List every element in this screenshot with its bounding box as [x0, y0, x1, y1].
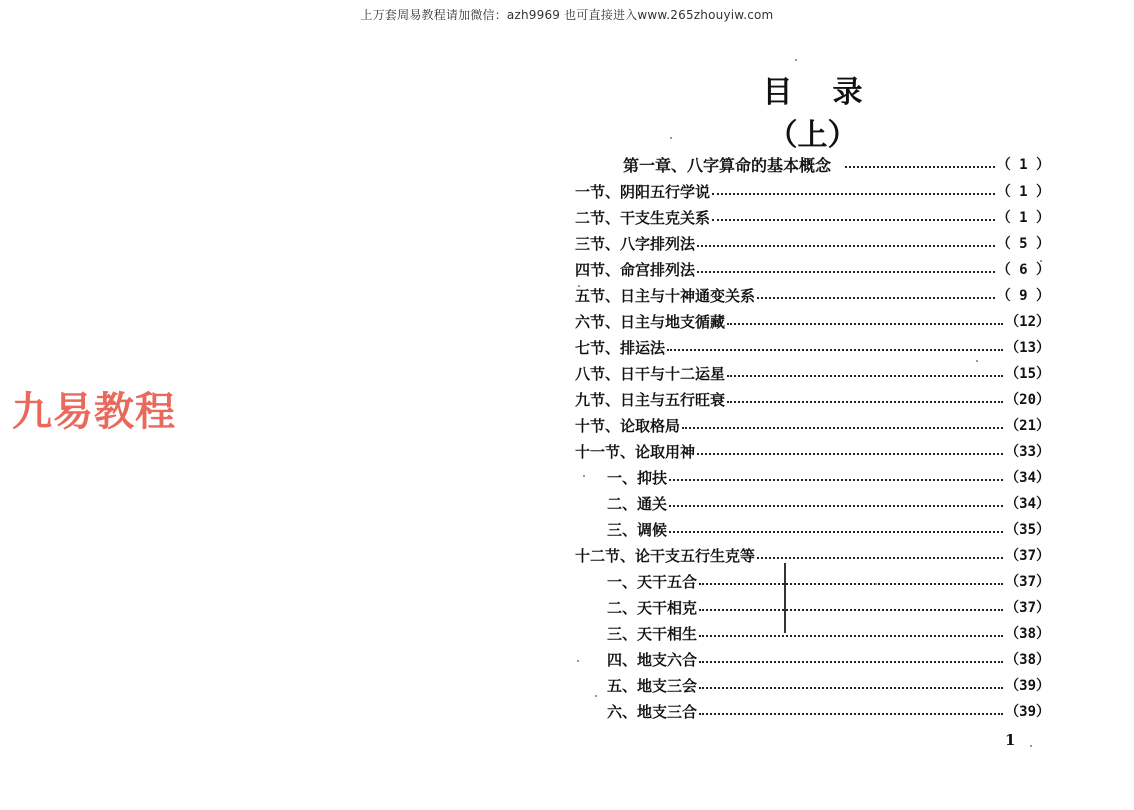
scan-speckle: [595, 695, 597, 697]
toc-entry-page: （38）: [1005, 626, 1050, 642]
toc-leader: [699, 609, 1003, 611]
toc-entry-label: 三、天干相生: [607, 624, 698, 643]
toc-entry: [575, 284, 1050, 306]
toc-entry: [575, 440, 1050, 462]
page-subtitle: （上）: [767, 118, 858, 153]
toc-entry: [575, 388, 1050, 410]
toc-entry-page: （39）: [1005, 678, 1050, 694]
toc-leader: [697, 271, 995, 273]
scan-speckle: [577, 660, 579, 662]
toc-entry-page: （ 6 ）: [996, 262, 1050, 278]
toc-entry-page: （39）: [1005, 704, 1050, 720]
toc-entry-label: 十一节、论取用神: [575, 442, 696, 461]
toc-entry: [575, 570, 1050, 592]
toc-entry: [575, 258, 1050, 280]
toc-leader: [727, 401, 1003, 403]
toc-entry-page: （37）: [1005, 574, 1050, 590]
toc-entry: [575, 700, 1050, 722]
toc-leader: [697, 453, 1003, 455]
toc-entry-label: 十节、论取格局: [575, 416, 681, 435]
toc-leader: [757, 297, 995, 299]
scan-speckle: [1030, 745, 1032, 747]
toc-entry: [575, 648, 1050, 670]
toc-entry: [575, 153, 1050, 175]
toc-entry-label: 六节、日主与地支循藏: [575, 312, 726, 331]
toc-entry-label: 二节、干支生克关系: [575, 208, 711, 227]
toc-leader: [669, 505, 1003, 507]
toc-entry-page: （35）: [1005, 522, 1050, 538]
toc-entry: [575, 336, 1050, 358]
toc-leader: [712, 219, 995, 221]
page-number: 1: [1005, 731, 1016, 749]
scan-speckle: [670, 137, 672, 139]
scan-speckle: [795, 59, 797, 61]
toc-entry: [575, 414, 1050, 436]
toc-entry-page: （20）: [1005, 392, 1050, 408]
toc-entry: [575, 466, 1050, 488]
watermark-logo: 九易教程: [12, 389, 176, 435]
toc-entry-page: （13）: [1005, 340, 1050, 356]
toc-entry: [575, 674, 1050, 696]
toc-leader: [682, 427, 1003, 429]
toc-leader: [699, 635, 1003, 637]
toc-entry: [575, 206, 1050, 228]
toc-entry-label: 三节、八字排列法: [575, 234, 696, 253]
toc-leader: [699, 687, 1003, 689]
toc-entry: [575, 544, 1050, 566]
toc-leader: [699, 661, 1003, 663]
top-banner-text: 上万套周易教程请加微信：azh9969 也可直接进入www.265zhouyiw.com: [360, 8, 774, 22]
toc-leader: [845, 166, 995, 168]
toc-entry-label: 四、地支六合: [607, 650, 698, 669]
scanned-page: [575, 55, 1050, 755]
toc-entry-label: 五、地支三会: [607, 676, 698, 695]
toc-entry: [575, 518, 1050, 540]
toc-entry-page: （ 5 ）: [996, 236, 1050, 252]
toc-leader: [757, 557, 1003, 559]
toc-entry-page: （ 1 ）: [996, 157, 1050, 173]
toc-leader: [669, 479, 1003, 481]
toc-entry-label: 二、天干相克: [607, 598, 698, 617]
toc-leader: [727, 375, 1003, 377]
toc-entry-label: 五节、日主与十神通变关系: [575, 286, 756, 305]
toc-entry-label: 一、抑扶: [607, 468, 668, 487]
toc-entry-page: （34）: [1005, 470, 1050, 486]
toc-entry-page: （ 9 ）: [996, 288, 1050, 304]
toc-entry-label: 二、通关: [607, 494, 668, 513]
toc-entry-label: 六、地支三合: [607, 702, 698, 721]
toc-entry: [575, 362, 1050, 384]
scan-speckle: [583, 475, 585, 477]
toc-leader: [699, 583, 1003, 585]
toc-leader: [669, 531, 1003, 533]
toc-entry-page: （37）: [1005, 600, 1050, 616]
toc-entry: [575, 492, 1050, 514]
toc-leader: [727, 323, 1003, 325]
toc-entry-label: 十二节、论干支五行生克等: [575, 546, 756, 565]
toc-entry-label: 三、调候: [607, 520, 668, 539]
toc-entry-label: 第一章、八字算命的基本概念: [623, 155, 832, 175]
toc-entry-page: （38）: [1005, 652, 1050, 668]
toc-entry-label: 四节、命宫排列法: [575, 260, 696, 279]
scan-speckle: [976, 360, 978, 362]
toc-entry-page: （33）: [1005, 444, 1050, 460]
toc-entry-label: 一节、阴阳五行学说: [575, 182, 711, 201]
toc-entry-label: 八节、日干与十二运星: [575, 364, 726, 383]
toc-entry-label: 七节、排运法: [575, 338, 666, 357]
toc-entry: [575, 622, 1050, 644]
toc-entry: [575, 596, 1050, 618]
toc-entry-page: （ 1 ）: [996, 184, 1050, 200]
toc-entry-page: （12）: [1005, 314, 1050, 330]
toc-entry-label: 九节、日主与五行旺衰: [575, 390, 726, 409]
scan-speckle: [1040, 260, 1042, 262]
toc-leader: [697, 245, 995, 247]
scan-artifact-line: [784, 563, 786, 633]
toc-entry-page: （34）: [1005, 496, 1050, 512]
toc-leader: [667, 349, 1003, 351]
toc-entry-label: 一、天干五合: [607, 572, 698, 591]
toc-leader: [699, 713, 1003, 715]
toc-entry: [575, 310, 1050, 332]
toc-entry: [575, 232, 1050, 254]
scan-speckle: [875, 583, 877, 585]
scan-speckle: [578, 285, 580, 287]
toc-entry-page: （15）: [1005, 366, 1050, 382]
toc-entry-page: （21）: [1005, 418, 1050, 434]
toc-entry: [575, 180, 1050, 202]
page-title: 目录: [762, 75, 903, 110]
toc-entry-page: （37）: [1005, 548, 1050, 564]
toc-entry-page: （ 1 ）: [996, 210, 1050, 226]
toc-leader: [712, 193, 995, 195]
